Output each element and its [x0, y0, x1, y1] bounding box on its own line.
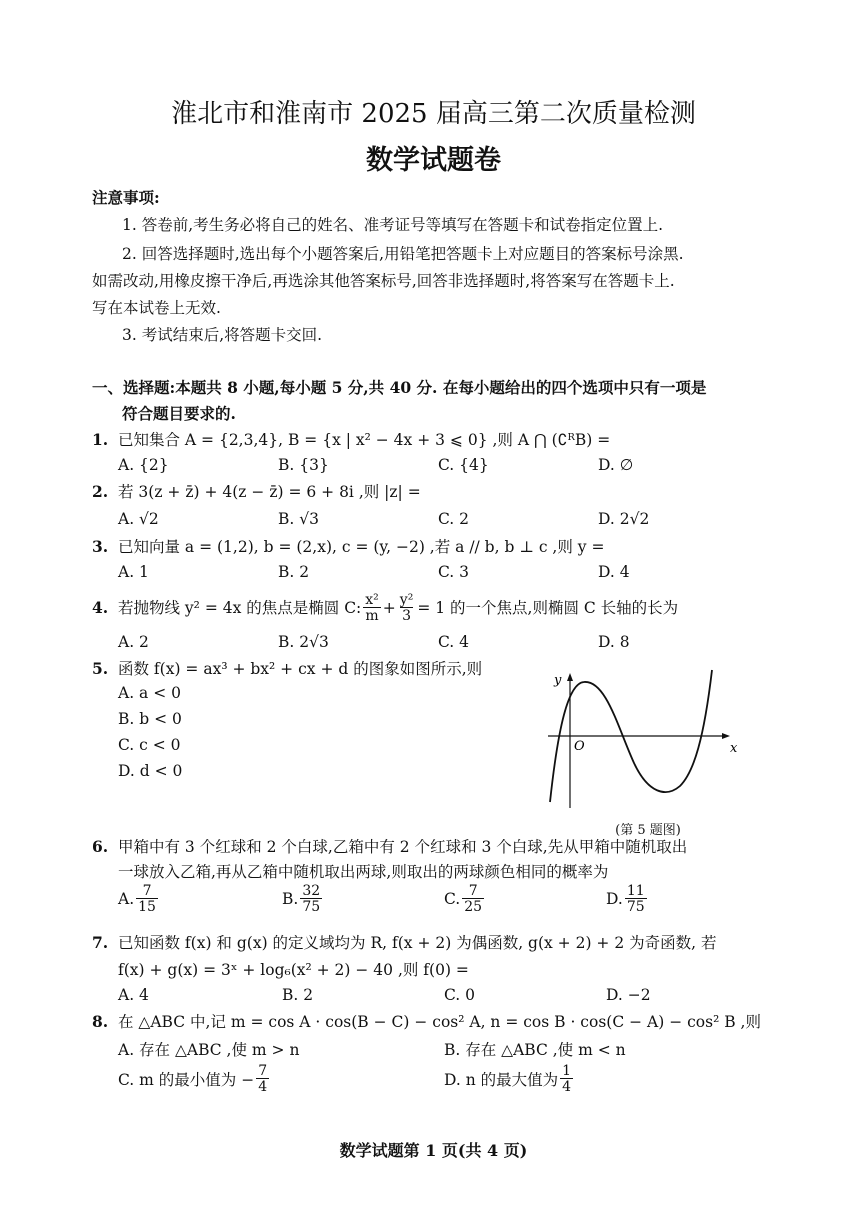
y-axis-arrow	[567, 673, 573, 681]
numerator: 7	[142, 883, 152, 899]
denominator: 4	[562, 1079, 572, 1095]
option-a: A. a < 0	[118, 684, 181, 702]
page-footer: 数学试题第 1 页(共 4 页)	[339, 1141, 528, 1160]
denominator: 15	[138, 899, 156, 915]
option-d: D. 8	[598, 633, 630, 651]
question-stem-cont: f(x) + g(x) = 3ˣ + log₆(x² + 2) − 40 ,则 f(0) =	[118, 961, 469, 979]
exam-subtitle: 数学试题卷	[366, 145, 501, 176]
question-number: 7.	[92, 933, 109, 952]
option-b: B. 2	[278, 563, 310, 581]
fraction	[256, 1064, 269, 1094]
fraction	[625, 884, 647, 914]
option-a: A. {2}	[118, 456, 169, 474]
question-number: 2.	[92, 482, 109, 501]
option-c: C. c < 0	[118, 736, 181, 754]
option-d: D. 4	[598, 563, 630, 581]
note-item: 2. 回答选择题时,选出每个小题答案后,用铅笔把答题卡上对应题目的答案标号涂黑.	[122, 245, 684, 263]
option-a: A. 2	[118, 633, 149, 651]
numerator: 11	[626, 883, 645, 899]
option-c	[118, 1064, 271, 1094]
question-stem: 已知函数 f(x) 和 g(x) 的定义域均为 R, f(x + 2) 为偶函数, g(x + 2) + 2 为奇函数, 若	[118, 934, 717, 952]
denominator: 4	[258, 1079, 268, 1095]
option-c	[444, 884, 486, 914]
question-number: 6.	[92, 837, 109, 856]
question-number: 8.	[92, 1012, 109, 1031]
option-d: D. d < 0	[118, 762, 183, 780]
fraction	[136, 884, 158, 914]
option-d: D. ∅	[598, 456, 634, 474]
option-b: B. √3	[278, 510, 319, 528]
option-d: D. −2	[606, 986, 651, 1004]
question-number: 1.	[92, 430, 109, 449]
denominator: 25	[464, 899, 483, 915]
note-item: 3. 考试结束后,将答题卡交回.	[122, 326, 323, 344]
numerator: 7	[468, 883, 478, 899]
option-a: A. 4	[118, 986, 149, 1004]
option-b	[282, 884, 324, 914]
section-heading-cont: 符合题目要求的.	[122, 404, 236, 423]
origin-label: O	[574, 739, 585, 754]
question-stem: 若 3(z + z̄) + 4(z − z̄) = 6 + 8i ,则 |z| =	[118, 483, 421, 501]
note-item: 如需改动,用橡皮擦干净后,再选涂其他答案标号,回答非选择题时,将答案写在答题卡上.	[92, 272, 675, 290]
option-c: C. {4}	[438, 456, 489, 474]
question-stem: 已知向量 a = (1,2), b = (2,x), c = (y, −2) ,若 a // b, b ⊥ c ,则 y =	[118, 538, 605, 556]
option-c: C. 4	[438, 633, 470, 651]
denominator: 3	[402, 608, 412, 624]
option-b: B. {3}	[278, 456, 329, 474]
option-label: C.	[444, 890, 461, 908]
figure-caption: (第 5 题图)	[615, 823, 681, 838]
option-b: B. 2	[282, 986, 314, 1004]
question-number: 4.	[92, 598, 109, 617]
question-stem: 函数 f(x) = ax³ + bx² + cx + d 的图象如图所示,则	[118, 660, 483, 678]
note-item: 写在本试卷上无效.	[92, 299, 221, 317]
option-b: B. 2√3	[278, 633, 329, 651]
question-number: 3.	[92, 537, 109, 556]
question-stem	[118, 586, 678, 630]
x-axis-arrow	[722, 733, 730, 739]
option-a: A. 1	[118, 563, 149, 581]
option-d	[606, 884, 649, 914]
question-stem: 在 △ABC 中,记 m = cos A · cos(B − C) − cos² A, n = cos B · cos(C − A) − cos² B ,则	[118, 1013, 761, 1031]
fraction	[560, 1064, 573, 1094]
cubic-graph	[548, 668, 748, 813]
option-text: C. m 的最小值为 −	[118, 1071, 255, 1089]
question-stem-cont: 一球放入乙箱,再从乙箱中随机取出两球,则取出的两球颜色相同的概率为	[118, 863, 609, 881]
stem-text: +	[382, 599, 396, 617]
cubic-graph-figure	[548, 668, 748, 838]
option-c: C. 3	[438, 563, 470, 581]
option-a: A. 存在 △ABC ,使 m > n	[118, 1041, 300, 1059]
option-b: B. 存在 △ABC ,使 m < n	[444, 1041, 626, 1059]
option-d: D. 2√2	[598, 510, 650, 528]
option-a	[118, 884, 160, 914]
stem-text: = 1 的一个焦点,则椭圆 C 长轴的长为	[417, 599, 679, 617]
y-label: y	[554, 673, 562, 688]
numerator: 7	[258, 1063, 268, 1079]
notes-heading: 注意事项:	[92, 188, 160, 207]
numerator: 1	[562, 1063, 572, 1079]
option-label: A.	[118, 890, 135, 908]
fraction	[300, 884, 322, 914]
x-label: x	[730, 741, 738, 756]
exam-title: 淮北市和淮南市 2025 届高三第二次质量检测	[171, 99, 696, 129]
option-d	[444, 1064, 575, 1094]
option-c: C. 0	[444, 986, 476, 1004]
note-item: 1. 答卷前,考生务必将自己的姓名、准考证号等填写在答题卡和试卷指定位置上.	[122, 216, 664, 234]
fraction	[363, 593, 381, 623]
fraction	[398, 593, 416, 623]
option-label: B.	[282, 890, 299, 908]
question-stem: 甲箱中有 3 个红球和 2 个白球,乙箱中有 2 个红球和 3 个白球,先从甲箱中随机取出	[118, 838, 688, 856]
fraction	[462, 884, 484, 914]
option-c: C. 2	[438, 510, 470, 528]
option-a: A. √2	[118, 510, 159, 528]
numerator: x²	[365, 592, 379, 608]
option-b: B. b < 0	[118, 710, 182, 728]
question-stem: 已知集合 A = {2,3,4}, B = {x | x² − 4x + 3 ⩽ 0} ,则 A ⋂ (∁ᴿB) =	[118, 431, 611, 449]
option-text: D. n 的最大值为	[444, 1071, 559, 1089]
question-number: 5.	[92, 659, 109, 678]
section-heading: 一、选择题:本题共 8 小题,每小题 5 分,共 40 分. 在每小题给出的四个选项中只有一项是	[92, 378, 707, 397]
denominator: m	[365, 608, 379, 624]
stem-text: 若抛物线 y² = 4x 的焦点是椭圆 C:	[118, 599, 362, 617]
option-label: D.	[606, 890, 623, 908]
denominator: 75	[626, 899, 645, 915]
numerator: 32	[302, 883, 321, 899]
denominator: 75	[302, 899, 321, 915]
numerator: y²	[399, 592, 414, 608]
